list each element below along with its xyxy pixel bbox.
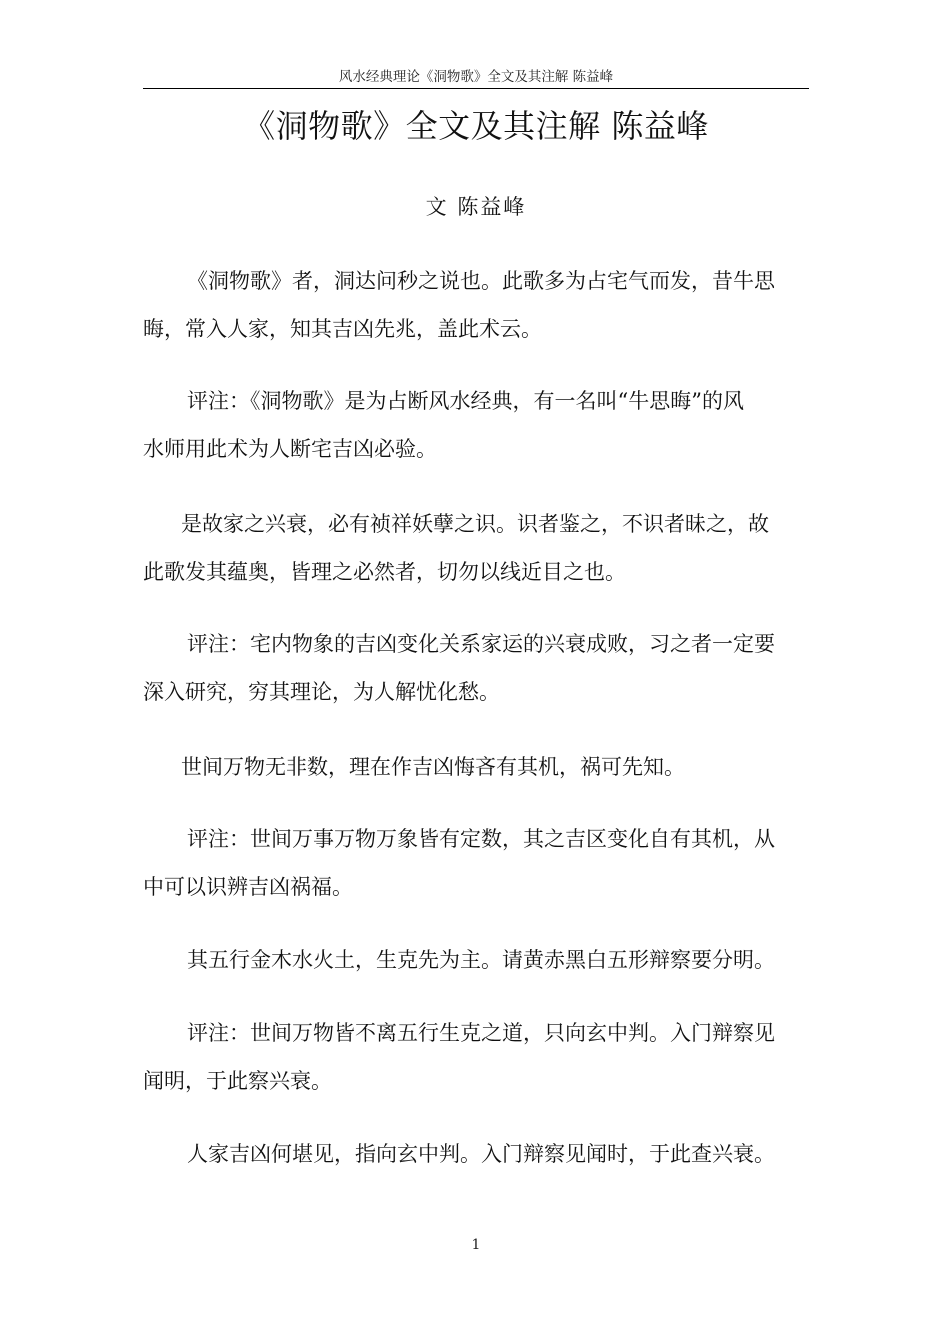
paragraph-line: 《洞物歌》者，洞达问秒之说也。此歌多为占宅气而发，昔牛思 [187, 269, 775, 293]
paragraph-line: 闻明，于此察兴衰。 [143, 1069, 332, 1093]
paragraph-preface [143, 257, 809, 353]
paragraph-verse [143, 1130, 809, 1178]
page-number: 1 [471, 1237, 481, 1253]
paragraph-commentary [143, 815, 809, 911]
paragraph-line: 其五行金木水火土，生克先为主。请黄赤黑白五形辩察要分明。 [187, 948, 775, 972]
paragraph-commentary [143, 620, 809, 716]
paragraph-line: 人家吉凶何堪见，指向玄中判。入门辩察见闻时，于此查兴衰。 [187, 1142, 775, 1166]
paragraph-line: 世间万物无非数，理在作吉凶悔吝有其机，祸可先知。 [181, 755, 685, 779]
paragraph-line: 是故家之兴衰，必有祯祥妖孽之识。识者鉴之，不识者昧之，故 [181, 512, 769, 536]
paragraph-line: 中可以识辨吉凶祸福。 [143, 875, 353, 899]
paragraph-commentary [143, 1009, 809, 1105]
paragraph-line: 水师用此术为人断宅吉凶必验。 [143, 437, 437, 461]
paragraph-line: 评注：《洞物歌》是为占断风水经典，有一名叫“牛思晦”的风 [187, 389, 744, 413]
author-byline: 文 陈益峰 [425, 195, 527, 219]
paragraph-line: 评注：世间万事万物万象皆有定数，其之吉区变化自有其机，从 [187, 827, 775, 851]
paragraph-line: 评注：世间万物皆不离五行生克之道，只向玄中判。入门辩察见 [187, 1021, 775, 1045]
paragraph-verse [143, 743, 809, 791]
paragraph-line: 深入研究，穷其理论，为人解忧化愁。 [143, 680, 500, 704]
paragraph-commentary [143, 377, 809, 473]
paragraph-verse [143, 500, 809, 596]
paragraph-line: 评注：宅内物象的吉凶变化关系家运的兴衰成败，习之者一定要 [187, 632, 775, 656]
paragraph-line: 此歌发其蕴奥，皆理之必然者，切勿以线近目之也。 [143, 560, 626, 584]
paragraph-line: 晦，常入人家，知其吉凶先兆，盖此术云。 [143, 317, 542, 341]
paragraph-verse [143, 936, 809, 984]
running-header: 风水经典理论《洞物歌》全文及其注解 陈益峰 [338, 69, 614, 85]
document-title: 《洞物歌》全文及其注解 陈益峰 [243, 107, 709, 145]
header-divider [143, 88, 809, 89]
